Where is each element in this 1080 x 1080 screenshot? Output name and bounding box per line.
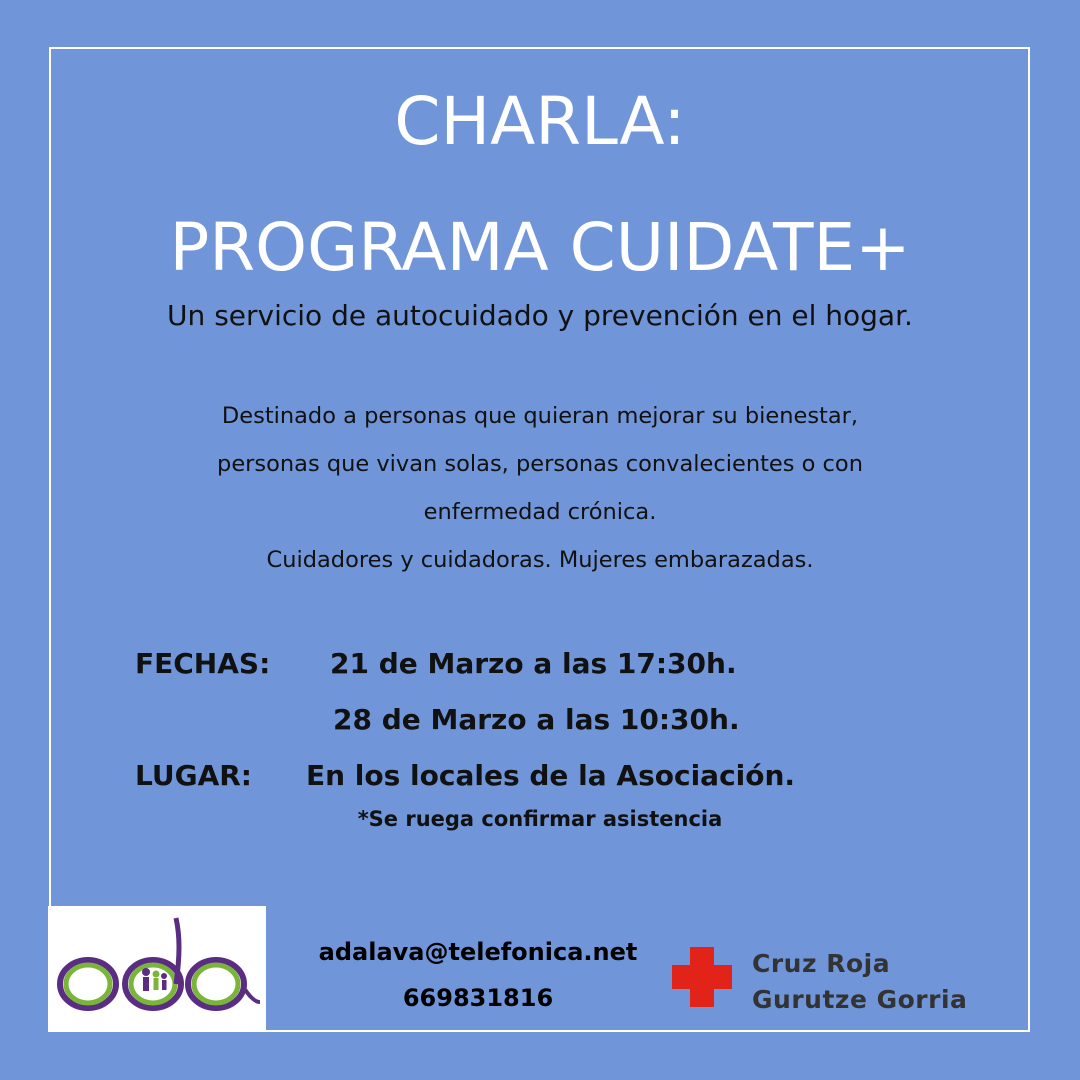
fechas-label: FECHAS: [135, 647, 271, 680]
fecha-1: 21 de Marzo a las 17:30h. [330, 647, 737, 680]
title-line-1: CHARLA: [394, 83, 686, 160]
description-line: Cuidadores y cuidadoras. Mujeres embarazadas. [266, 547, 814, 573]
lugar-value: En los locales de la Asociación. [306, 759, 796, 792]
attendance-note: *Se ruega confirmar asistencia [357, 807, 723, 831]
lugar-label: LUGAR: [135, 759, 252, 792]
subtitle: Un servicio de autocuidado y prevención en el hogar. [167, 299, 913, 332]
fecha-2: 28 de Marzo a las 10:30h. [333, 703, 740, 736]
phone-number[interactable]: 669831816 [402, 984, 554, 1012]
ada-logo-graphic [48, 906, 266, 1032]
description-line: enfermedad crónica. [423, 499, 657, 525]
ada-logo [48, 906, 266, 1032]
description-line: Destinado a personas que quieran mejorar su bienestar, [221, 403, 859, 429]
red-cross-icon [690, 947, 714, 1007]
description [0, 392, 1080, 584]
title-line-2: PROGRAMA CUIDATE+ [169, 209, 911, 286]
gurutze-gorria-text: Gurutze Gorria [752, 985, 968, 1014]
description-line: personas que vivan solas, personas convalecientes o con [217, 451, 863, 477]
email-link[interactable]: adalava@telefonica.net [318, 938, 638, 966]
cruz-roja-text: Cruz Roja [752, 949, 891, 978]
